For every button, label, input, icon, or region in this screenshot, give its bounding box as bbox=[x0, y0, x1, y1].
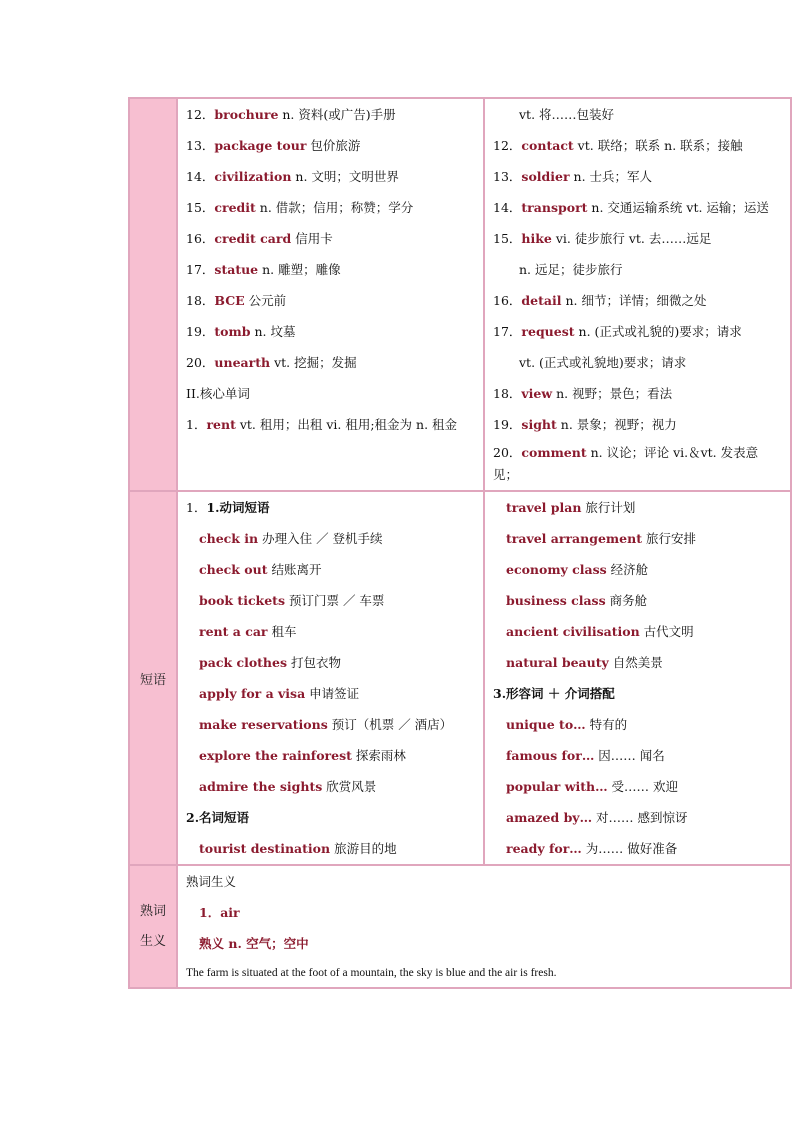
term-word: credit bbox=[214, 200, 256, 215]
vocab-left-column bbox=[177, 98, 484, 491]
phrase-item bbox=[485, 554, 790, 585]
term-word: contact bbox=[521, 138, 574, 153]
item-number: 14． bbox=[493, 200, 522, 215]
phrase-item bbox=[178, 833, 483, 864]
term-word: travel arrangement bbox=[506, 531, 642, 546]
vocab-item bbox=[485, 192, 790, 223]
term-definition: vt. 将……包装好 bbox=[519, 107, 615, 122]
vocabulary-table bbox=[128, 97, 792, 989]
term-word: BCE bbox=[214, 293, 245, 308]
vocab-right-column bbox=[484, 98, 791, 491]
phrase-item bbox=[485, 771, 790, 802]
vocab-item bbox=[178, 254, 483, 285]
term-word: unique to… bbox=[506, 717, 586, 732]
term-word: natural beauty bbox=[506, 655, 609, 670]
phrase-item bbox=[485, 802, 790, 833]
vocab-item bbox=[485, 130, 790, 161]
phrase-side-label: 短语 bbox=[129, 491, 177, 865]
term-definition: n. 借款；信用；称赞；学分 bbox=[255, 200, 414, 215]
vocab-item bbox=[178, 161, 483, 192]
vocab-item bbox=[485, 285, 790, 316]
term-definition: 打包衣物 bbox=[287, 655, 341, 670]
term-word: business class bbox=[506, 593, 606, 608]
term-word: famous for… bbox=[506, 748, 595, 763]
phrase-item bbox=[178, 771, 483, 802]
phrase-item bbox=[485, 616, 790, 647]
vocab-item bbox=[485, 316, 790, 347]
familiar-side-label bbox=[129, 865, 177, 988]
item-number: 20． bbox=[186, 355, 215, 370]
item-number: 16． bbox=[186, 231, 215, 246]
term-word: brochure bbox=[214, 107, 279, 122]
term-definition: 包价旅游 bbox=[306, 138, 361, 153]
term-definition: 办理入住 ／ 登机手续 bbox=[258, 531, 383, 546]
term-definition: vt. 联络；联系 n. 联系；接触 bbox=[573, 138, 743, 153]
item-number: 15． bbox=[493, 231, 522, 246]
term-definition: vt. 租用；出租 vi. 租用;租金为 n. 租金 bbox=[235, 417, 458, 432]
vocab-item bbox=[485, 161, 790, 192]
term-definition: 公元前 bbox=[244, 293, 287, 308]
vocab-side-cell bbox=[129, 98, 177, 491]
item-number: 15． bbox=[186, 200, 215, 215]
term-word: credit card bbox=[214, 231, 292, 246]
term-word: tomb bbox=[214, 324, 251, 339]
term-word: explore the rainforest bbox=[199, 748, 352, 763]
vocab-item bbox=[178, 285, 483, 316]
term-word: view bbox=[521, 386, 553, 401]
term-word: comment bbox=[521, 445, 587, 460]
familiar-content bbox=[177, 865, 791, 988]
term-word: check out bbox=[199, 562, 268, 577]
phrase-item bbox=[485, 585, 790, 616]
core-words-heading: II.核心单词 bbox=[186, 386, 250, 401]
term-definition: 探索雨林 bbox=[351, 748, 406, 763]
term-word: popular with… bbox=[506, 779, 608, 794]
term-definition: 古代文明 bbox=[639, 624, 694, 639]
term-word: statue bbox=[214, 262, 259, 277]
phrase-item bbox=[178, 709, 483, 740]
term-word: civilization bbox=[214, 169, 292, 184]
term-definition: n. 文明；文明世界 bbox=[291, 169, 399, 184]
term-word: pack clothes bbox=[199, 655, 288, 670]
vocab-item bbox=[178, 347, 483, 378]
phrase-item bbox=[178, 585, 483, 616]
item-number: 14． bbox=[186, 169, 215, 184]
term-definition: vt. (正式或礼貌地)要求；请求 bbox=[519, 355, 687, 370]
familiar-item-num: 1． bbox=[199, 905, 221, 920]
item-number: 13． bbox=[493, 169, 522, 184]
term-definition: n. 细节；详情；细微之处 bbox=[561, 293, 707, 308]
item-number: 17． bbox=[493, 324, 522, 339]
item-number: 16． bbox=[493, 293, 522, 308]
term-definition: n. 雕塑；雕像 bbox=[258, 262, 341, 277]
term-definition: 旅行安排 bbox=[641, 531, 696, 546]
heading-text: 1.动词短语 bbox=[206, 500, 270, 515]
term-word: tourist destination bbox=[199, 841, 331, 856]
phrase-item bbox=[178, 554, 483, 585]
vocab-item bbox=[485, 409, 790, 440]
phrase-item bbox=[178, 616, 483, 647]
heading-number: 1． bbox=[186, 500, 207, 515]
phrase-item bbox=[485, 740, 790, 771]
term-word: detail bbox=[521, 293, 562, 308]
term-word: ready for… bbox=[506, 841, 582, 856]
term-definition: n. 士兵；军人 bbox=[569, 169, 653, 184]
term-definition: 欣赏风景 bbox=[322, 779, 377, 794]
phrase-item bbox=[485, 523, 790, 554]
vocab-item bbox=[178, 223, 483, 254]
term-word: check in bbox=[199, 531, 259, 546]
term-definition: 商务舱 bbox=[605, 593, 648, 608]
term-word: apply for a visa bbox=[199, 686, 306, 701]
term-word: ancient civilisation bbox=[506, 624, 640, 639]
term-definition: 预订（机票 ／ 酒店） bbox=[327, 717, 453, 732]
term-word: amazed by… bbox=[506, 810, 593, 825]
vocab-item bbox=[485, 378, 790, 409]
term-definition: 信用卡 bbox=[291, 231, 333, 246]
term-definition: 结账离开 bbox=[267, 562, 322, 577]
term-word: hike bbox=[521, 231, 552, 246]
term-definition: n. 远足；徒步旅行 bbox=[519, 262, 623, 277]
phrase-item bbox=[485, 709, 790, 740]
item-number: 12． bbox=[493, 138, 522, 153]
term-definition: 对…… 感到惊讶 bbox=[592, 810, 688, 825]
vocab-item bbox=[178, 316, 483, 347]
term-definition: 经济舱 bbox=[606, 562, 649, 577]
term-word: request bbox=[521, 324, 575, 339]
vocab-item bbox=[178, 192, 483, 223]
term-definition: 旅游目的地 bbox=[330, 841, 397, 856]
term-word: make reservations bbox=[199, 717, 328, 732]
term-definition: vi. 徒步旅行 vt. 去……远足 bbox=[551, 231, 712, 246]
familiar-heading: 熟词生义 bbox=[186, 874, 237, 889]
phrase-item bbox=[178, 523, 483, 554]
familiar-side-line2: 生义 bbox=[139, 933, 166, 949]
item-number: 17． bbox=[186, 262, 215, 277]
term-word: sight bbox=[521, 417, 557, 432]
term-word: rent a car bbox=[199, 624, 268, 639]
phrase-left-column bbox=[177, 491, 484, 865]
vocab-item bbox=[485, 442, 790, 464]
term-definition: 租车 bbox=[267, 624, 297, 639]
familiar-side-line1: 熟词 bbox=[139, 903, 166, 919]
term-word: package tour bbox=[214, 138, 307, 153]
vocab-item bbox=[178, 99, 483, 130]
item-number: 18． bbox=[186, 293, 215, 308]
term-definition: vt. 挖掘；发掘 bbox=[270, 355, 357, 370]
term-definition: 因…… 闻名 bbox=[594, 748, 665, 763]
term-definition: 受…… 欢迎 bbox=[607, 779, 679, 794]
phrase-item bbox=[178, 647, 483, 678]
term-definition: n. 交通运输系统 vt. 运输；运送 bbox=[587, 200, 769, 215]
term-word: unearth bbox=[214, 355, 271, 370]
item-number: 18． bbox=[493, 386, 522, 401]
term-definition: n. 视野；景色；看法 bbox=[552, 386, 673, 401]
vocab-item bbox=[485, 99, 790, 130]
verb-phrases-heading bbox=[178, 492, 483, 523]
familiar-item bbox=[178, 897, 790, 928]
term-definition: 申请签证 bbox=[305, 686, 360, 701]
term-definition: n. 景象；视野；视力 bbox=[556, 417, 677, 432]
term-word: economy class bbox=[506, 562, 607, 577]
phrase-right-column bbox=[484, 491, 791, 865]
vocab-item bbox=[485, 347, 790, 378]
phrase-row bbox=[129, 491, 791, 865]
vocab-item bbox=[178, 130, 483, 161]
term-definition: 旅行计划 bbox=[581, 500, 636, 515]
phrase-item bbox=[178, 740, 483, 771]
adj-prep-heading: 3.形容词 ＋ 介词搭配 bbox=[493, 686, 615, 701]
term-definition: 特有的 bbox=[585, 717, 628, 732]
item-number: 13． bbox=[186, 138, 215, 153]
item-number: 19． bbox=[186, 324, 215, 339]
vocab-item bbox=[485, 223, 790, 254]
phrase-item bbox=[178, 678, 483, 709]
term-definition: n. 资料(或广告)手册 bbox=[278, 107, 396, 122]
term-word: book tickets bbox=[199, 593, 285, 608]
term-word: transport bbox=[521, 200, 588, 215]
familiar-item-word: air bbox=[220, 905, 240, 920]
term-definition: n. 坟墓 bbox=[250, 324, 296, 339]
phrase-item bbox=[485, 647, 790, 678]
phrase-item bbox=[485, 492, 790, 523]
example-sentence: The farm is situated at the foot of a mountain, the sky is blue and the air is fresh. bbox=[186, 967, 557, 979]
noun-phrases-heading: 2.名词短语 bbox=[186, 810, 250, 825]
term-word: admire the sights bbox=[199, 779, 323, 794]
term-definition: n. (正式或礼貌的)要求；请求 bbox=[574, 324, 742, 339]
item-number: 19． bbox=[493, 417, 522, 432]
term-definition: 预订门票 ／ 车票 bbox=[285, 593, 385, 608]
phrase-item bbox=[485, 833, 790, 864]
term-definition: n. 议论；评论 vi.＆vt. 发表意 bbox=[586, 445, 759, 460]
vocab-row bbox=[129, 98, 791, 491]
item-number: 1． bbox=[186, 417, 207, 432]
item-number: 20． bbox=[493, 445, 522, 460]
familiar-meaning: 熟义 n. 空气；空中 bbox=[199, 936, 309, 951]
item-number: 12． bbox=[186, 107, 215, 122]
term-word: rent bbox=[206, 417, 236, 432]
vocab-item bbox=[485, 254, 790, 285]
term-definition: 自然美景 bbox=[608, 655, 663, 670]
term-definition: 为…… 做好准备 bbox=[581, 841, 678, 856]
familiar-row bbox=[129, 865, 791, 988]
vocab-item bbox=[178, 409, 483, 440]
term-word: travel plan bbox=[506, 500, 582, 515]
term-word: soldier bbox=[521, 169, 570, 184]
vocab-item-continuation: 见； bbox=[493, 467, 519, 482]
